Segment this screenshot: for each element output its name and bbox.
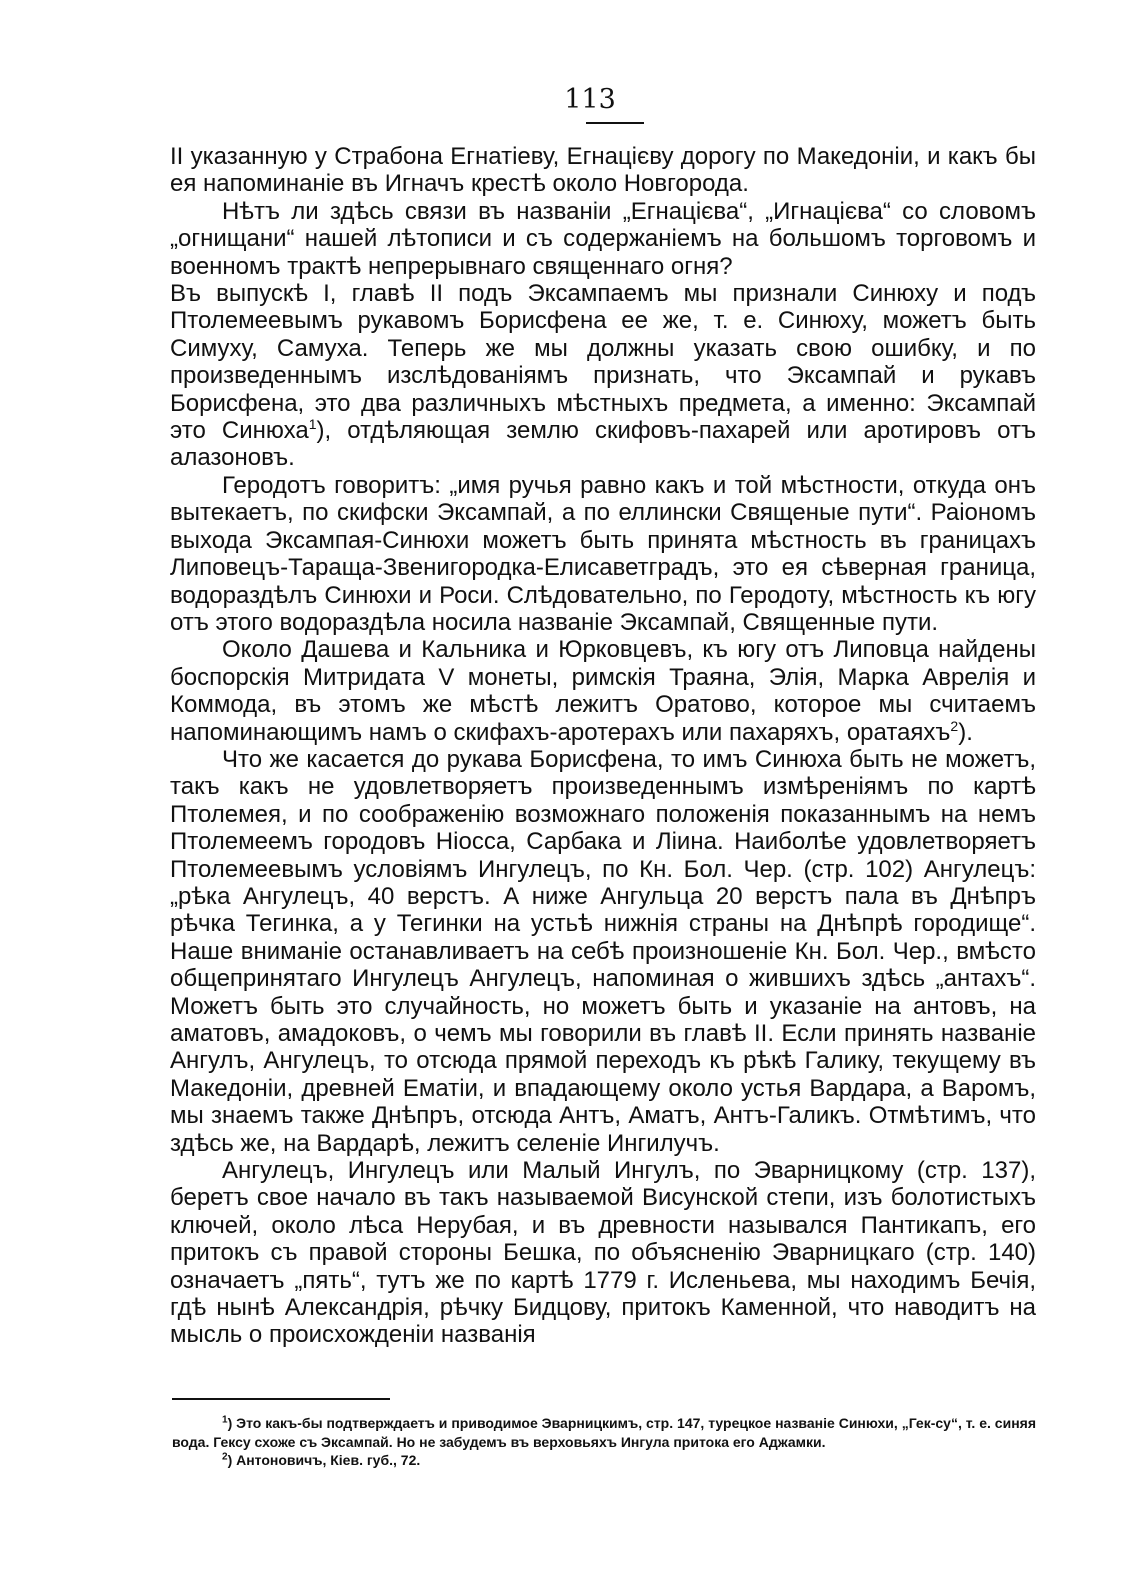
paragraph-text: Что же касается до рукава Борисфена, то имъ Синюха быть не можетъ, такъ какъ не удовлетворяетъ произведеннымъ измѣреніямъ по картѣ Птолемея, и по соображенію возможнаго положенія показаннымъ на немъ Птолемеемъ городовъ Ніосса, Сарбака и Ліина. Наиболѣе удовлетворяетъ Птолемеевымъ условіямъ Ингулецъ, по Кн. Бол. Чер. (стр. 102) Ангулецъ: „рѣка Ангулецъ, 40 верстъ. А ниже Ангульца 20 верстъ пала въ Днѣпръ рѣчка Тегинка, а у Тегинки на устьѣ нижнія страны на Днѣпрѣ городище“. Наше вниманіе останавливаетъ на себѣ произношеніе Кн. Бол. Чер., вмѣсто общепринятаго Ингулецъ Ангулецъ, напоминая о жившихъ здѣсь „антахъ“. Можетъ быть это случайность, но можетъ быть и указаніе на антовъ, на аматовъ, амадоковъ, о чемъ мы говорили въ главѣ II. Если принять названіе Ангулъ, Ангулецъ, то отсюда прямой переходъ къ рѣкѣ Галику, текущему въ Македоніи, древней Ематіи, и впадающему около устья Вардара, а Варомъ, мы знаемъ также Днѣпръ, отсюда Антъ, Аматъ, Антъ-Галикъ. Отмѣтимъ, что здѣсь же, на Вардарѣ, лежитъ селеніе Ингилучъ. [170, 745, 1036, 1157]
page-number: 113 [564, 84, 616, 115]
paragraph [170, 198, 1036, 280]
paragraph [170, 472, 1036, 636]
paragraph-text: Около Дашева и Кальника и Юрковцевъ, къ югу отъ Липовца найдены боспорскія Митридата V монеты, римскія Траяна, Элія, Марка Аврелія и Коммода, въ этомъ же мѣстѣ лежитъ Оратово, которое мы считаемъ напоминающимъ намъ о скифахъ-аротерахъ или пахаряхъ, оратаяхъ [170, 636, 1036, 746]
paragraph-text: Въ выпускѣ I, главѣ II подъ Эксампаемъ мы признали Синюху и подъ Птолемеевымъ рукавомъ Борисфена ее же, т. е. Синюху, можетъ быть Симуху, Самуха. Теперь же мы должны указать свою ошибку, и по произведеннымъ изслѣдованіямъ признать, что Эксампай и рукавъ Борисфена, это два различныхъ мѣстныхъ предмета, а именно: Эксампай это Синюха [170, 280, 1036, 445]
footnote-separator [172, 1398, 390, 1400]
footnotes [172, 1414, 1036, 1470]
footnote-mark: 1 [222, 1414, 228, 1426]
footnote [172, 1451, 1036, 1470]
paragraph-text: Геродотъ говоритъ: „имя ручья равно какъ и той мѣстности, откуда онъ вытекаетъ, по скифски Эксампай, а по еллински Священые пути“. Раіономъ выхода Эксампая-Синюхи можетъ быть принята мѣстность въ границахъ Липовецъ-Тараща-Звенигородка-Елисаветградъ, это ея сѣверная граница, водораздѣлъ Синюхи и Роси. Слѣдовательно, по Геродоту, мѣстность къ югу отъ этого водораздѣла носила названіе Эксампай, Священные пути. [170, 471, 1036, 636]
paragraph-text: ). [958, 718, 973, 746]
paragraph [170, 746, 1036, 1157]
page-number-underline [586, 122, 644, 124]
paragraph-text: ), отдѣляющая землю скифовъ-пахарей или аротировъ отъ алазоновъ. [170, 417, 1036, 472]
paragraph-text: Нѣтъ ли здѣсь связи въ названіи „Егнацієва“, „Игнацієва“ со словомъ „огнищани“ нашей лѣтописи и съ содержаніемъ на большомъ торговомъ и военномъ трактѣ непрерывнаго священнаго огня? [170, 197, 1036, 280]
footnote-text: ) Антоновичъ, Кіев. губ., 72. [227, 1452, 421, 1468]
footnote-mark: 2 [222, 1451, 228, 1463]
footnote [172, 1414, 1036, 1451]
paragraph [170, 280, 1036, 472]
footnote-reference: 2 [950, 717, 959, 734]
paragraph [170, 1157, 1036, 1349]
footnote-reference: 1 [308, 416, 317, 433]
paragraph [170, 636, 1036, 746]
paragraph-text: II указанную у Страбона Егнатіеву, Егнацієву дорогу по Македоніи, и какъ бы ея напоминаніе въ Игначъ крестѣ около Новгорода. [170, 143, 1036, 198]
footnote-text: ) Это какъ-бы подтверждаетъ и приводимое Эварницкимъ, стр. 147, турецкое названіе Синюхи, „Гек-су“, т. е. синяя вода. Гексу схоже съ Эксампай. Но не забудемъ въ верховьяхъ Ингула притока его Аджамки. [172, 1415, 1036, 1450]
paragraph [170, 143, 1036, 198]
body-text [170, 143, 1036, 1349]
paragraph-text: Ангулецъ, Ингулецъ или Малый Ингулъ, по Эварницкому (стр. 137), беретъ свое начало въ такъ называемой Висунской степи, изъ болотистыхъ ключей, около лѣса Нерубая, и въ древности назывался Пантикапъ, его притокъ съ правой стороны Бешка, по объясненію Эварницкаго (стр. 140) означаетъ „пять“, тутъ же по картѣ 1779 г. Исленьева, мы находимъ Бечія, гдѣ нынѣ Александрія, рѣчку Бидцову, притокъ Каменной, что наводитъ на мысль о происхожденіи названія [170, 1157, 1036, 1349]
